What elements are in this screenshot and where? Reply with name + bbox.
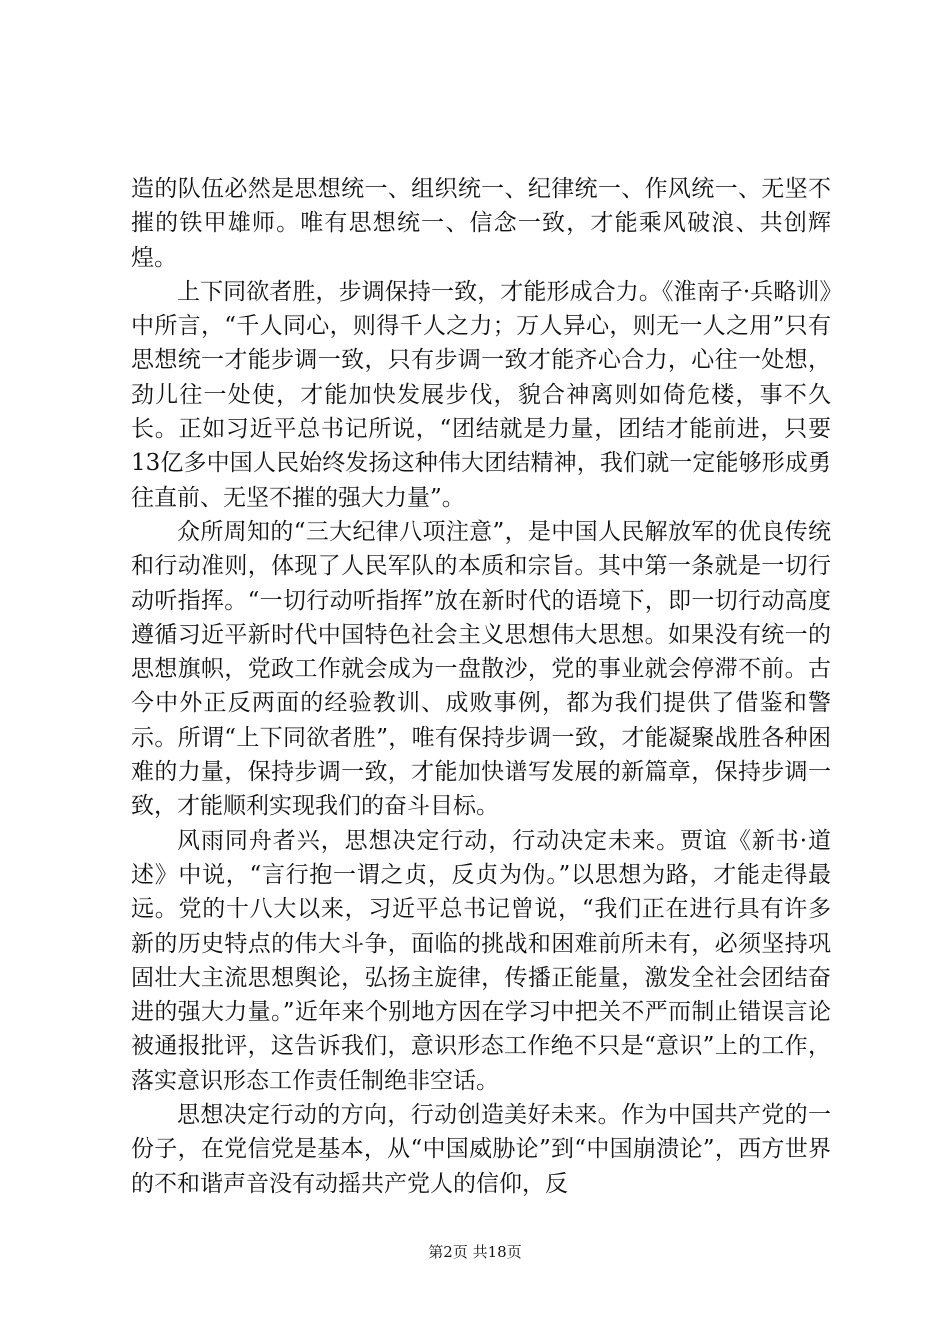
page-footer: 第2页 共18页 bbox=[428, 1243, 522, 1261]
document-body bbox=[131, 172, 831, 1201]
paragraph-unity: 上下同欲者胜，步调保持一致，才能形成合力。《淮南子·兵略训》中所言，“千人同心，则得千人之力；万人异心，则无一人之用”只有思想统一才能步调一致，只有步调一致才能齐心合力，心往一处想，劲儿往一处使，才能加快发展步伐，貌合神离则如倚危楼，事不久长。正如习近平总书记所说，“团结就是力量，团结才能前进，只要13亿多中国人民始终发扬这种伟大团结精神，我们就一定能够形成勇往直前、无坚不摧的强大力量”。 bbox=[131, 278, 831, 511]
paragraph-continued: 造的队伍必然是思想统一、组织统一、纪律统一、作风统一、无坚不摧的铁甲雄师。唯有思想统一、信念一致，才能乘风破浪、共创辉煌。 bbox=[131, 176, 831, 271]
paragraph-thought-action: 风雨同舟者兴，思想决定行动，行动决定未来。贾谊《新书·道述》中说，“言行抱一谓之贞，反贞为伪。”以思想为路，才能走得最远。党的十八大以来，习近平总书记曾说，“我们正在进行具有许多新的历史特点的伟大斗争，面临的挑战和困难前所未有，必须坚持巩固壮大主流思想舆论，弘扬主旋律，传播正能量，激发全社会团结奋进的强大力量。”近年来个别地方因在学习中把关不严而制止错误言论被通报批评，这告诉我们，意识形态工作绝不只是“意识”上的工作，落实意识形态工作责任制绝非空话。 bbox=[131, 827, 831, 1094]
paragraph-discipline: 众所周知的“三大纪律八项注意”，是中国人民解放军的优良传统和行动准则，体现了人民军队的本质和宗旨。其中第一条就是一切行动听指挥。“一切行动听指挥”放在新时代的语境下，即一切行动高度遵循习近平新时代中国特色社会主义思想伟大思想。如果没有统一的思想旗帜，党政工作就会成为一盘散沙，党的事业就会停滞不前。古今中外正反两面的经验教训、成败事例，都为我们提供了借鉴和警示。所谓“上下同欲者胜”，唯有保持步调一致，才能凝聚战胜各种困难的力量，保持步调一致，才能加快谱写发展的新篇章，保持步调一致，才能顺利实现我们的奋斗目标。 bbox=[131, 518, 831, 820]
paragraph-future: 思想决定行动的方向，行动创造美好未来。作为中国共产党的一份子，在党信党是基本，从“中国威胁论”到“中国崩溃论”，西方世界的不和谐声音没有动摇共产党人的信仰，反 bbox=[131, 1102, 831, 1197]
